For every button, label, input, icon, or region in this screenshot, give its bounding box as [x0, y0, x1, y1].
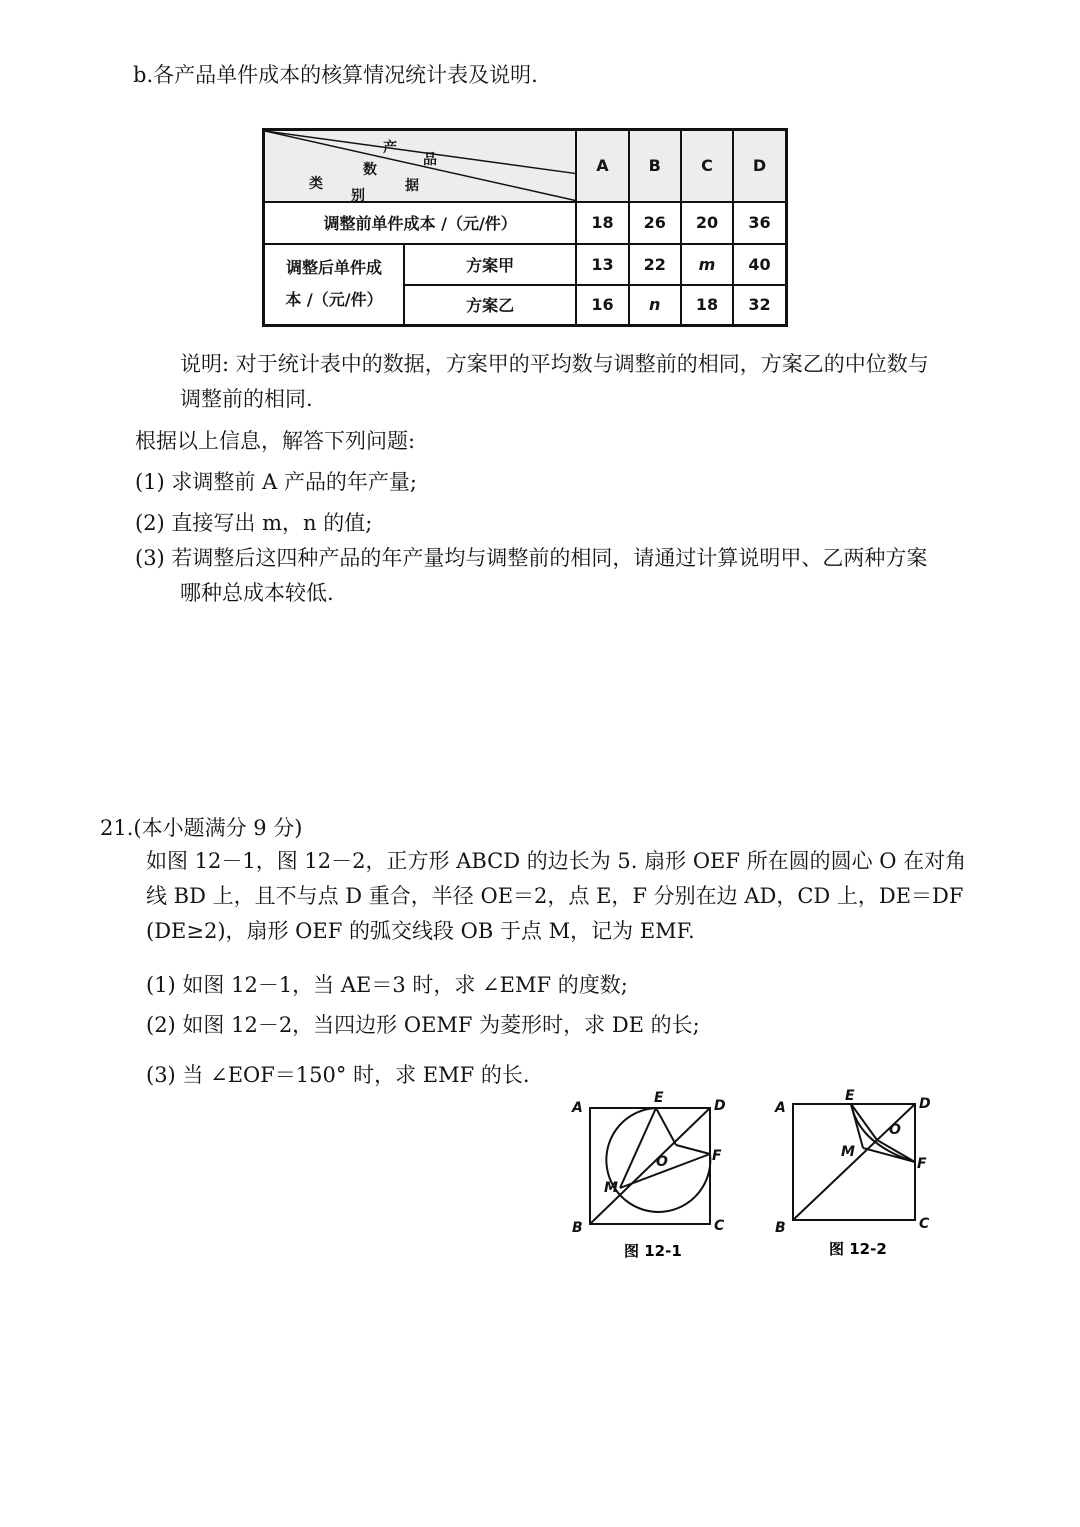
row-after-label-line-2: 本 /（元/件） — [285, 290, 383, 310]
fig1-radius-oe — [656, 1108, 676, 1145]
question-3-line-2: 哪种总成本较低. — [180, 581, 334, 605]
problem-21-question-3: (3) 当 ∠EOF＝150° 时，求 EMF 的长. — [146, 1063, 530, 1087]
fig2-caption: 图 12-2 — [829, 1240, 887, 1258]
cell-jia-c: m — [681, 244, 733, 285]
row-before-label: 调整前单件成本 /（元/件） — [264, 202, 577, 244]
fig2-label-f: F — [917, 1156, 927, 1172]
corner-label-data-1: 数 — [363, 162, 377, 178]
note-line-1: 说明: 对于统计表中的数据，方案甲的平均数与调整前的相同，方案乙的中位数与 — [180, 352, 929, 376]
corner-label-data-2: 据 — [405, 178, 419, 194]
fig2-label-e: E — [845, 1088, 855, 1104]
fig2-label-m: M — [841, 1144, 855, 1160]
section-b-heading: b.各产品单件成本的核算情况统计表及说明. — [133, 63, 538, 87]
cell-jia-a: 13 — [576, 244, 628, 285]
question-1: (1) 求调整前 A 产品的年产量; — [135, 470, 418, 494]
cell-yi-b: n — [629, 285, 681, 326]
corner-label-product-1: 产 — [383, 140, 397, 156]
fig1-label-m: M — [604, 1180, 618, 1196]
table-corner-cell — [264, 130, 577, 202]
fig1-label-c: C — [714, 1218, 725, 1234]
cell-before-b: 26 — [629, 202, 681, 244]
row-after-label — [264, 244, 405, 326]
fig1-label-a: A — [572, 1100, 583, 1116]
col-header-b: B — [629, 130, 681, 202]
fig2-label-c: C — [919, 1216, 930, 1232]
cell-jia-d: 40 — [733, 244, 786, 285]
fig2-label-b: B — [775, 1220, 786, 1236]
fig1-label-f: F — [712, 1148, 722, 1164]
corner-label-category-2: 别 — [351, 188, 365, 204]
fig1-label-o: O — [656, 1154, 668, 1170]
note-line-2: 调整前的相同. — [180, 387, 313, 411]
cell-yi-a: 16 — [576, 285, 628, 326]
problem-21-stem-2: 线 BD 上，且不与点 D 重合，半径 OE＝2，点 E，F 分别在边 AD，CD 上，DE＝DF — [146, 884, 964, 908]
fig1-label-e: E — [654, 1090, 664, 1106]
cost-table — [262, 128, 788, 327]
fig2-label-d: D — [919, 1096, 931, 1112]
corner-label-category-1: 类 — [309, 176, 323, 192]
cell-yi-d: 32 — [733, 285, 786, 326]
problem-21-question-1: (1) 如图 12－1，当 AE＝3 时，求 ∠EMF 的度数; — [146, 973, 628, 997]
fig2-radius-of — [877, 1140, 915, 1162]
figure-12-2 — [765, 1082, 945, 1272]
plan-yi-label: 方案乙 — [404, 285, 576, 326]
question-2: (2) 直接写出 m，n 的值; — [135, 511, 373, 535]
problem-21-heading: 21.(本小题满分 9 分) — [100, 816, 303, 840]
fig1-diagonal-bd — [590, 1108, 710, 1224]
fig1-label-b: B — [572, 1220, 583, 1236]
figure-12-1 — [560, 1082, 740, 1272]
plan-jia-label: 方案甲 — [404, 244, 576, 285]
problem-21-stem-3: (DE≥2)，扇形 OEF 的弧交线段 OB 于点 M，记为 EMF. — [146, 919, 695, 943]
fig2-label-o: O — [889, 1122, 901, 1138]
fig2-label-a: A — [775, 1100, 786, 1116]
problem-21-stem-1: 如图 12－1，图 12－2，正方形 ABCD 的边长为 5. 扇形 OEF 所在圆的圆心 O 在对角 — [146, 849, 967, 873]
fig1-label-d: D — [714, 1098, 726, 1114]
problem-21-question-2: (2) 如图 12－2，当四边形 OEMF 为菱形时，求 DE 的长; — [146, 1013, 700, 1037]
corner-label-product-2: 品 — [423, 152, 437, 168]
col-header-d: D — [733, 130, 786, 202]
fig1-radius-of — [676, 1145, 710, 1154]
cell-before-d: 36 — [733, 202, 786, 244]
col-header-a: A — [576, 130, 628, 202]
col-header-c: C — [681, 130, 733, 202]
row-after-label-line-1: 调整后单件成 — [285, 258, 382, 278]
fig1-caption: 图 12-1 — [624, 1242, 682, 1260]
question-3-line-1: (3) 若调整后这四种产品的年产量均与调整前的相同，请通过计算说明甲、乙两种方案 — [135, 546, 928, 570]
questions-intro: 根据以上信息，解答下列问题: — [135, 429, 416, 453]
cell-yi-c: 18 — [681, 285, 733, 326]
cell-jia-b: 22 — [629, 244, 681, 285]
cell-before-a: 18 — [576, 202, 628, 244]
cell-before-c: 20 — [681, 202, 733, 244]
